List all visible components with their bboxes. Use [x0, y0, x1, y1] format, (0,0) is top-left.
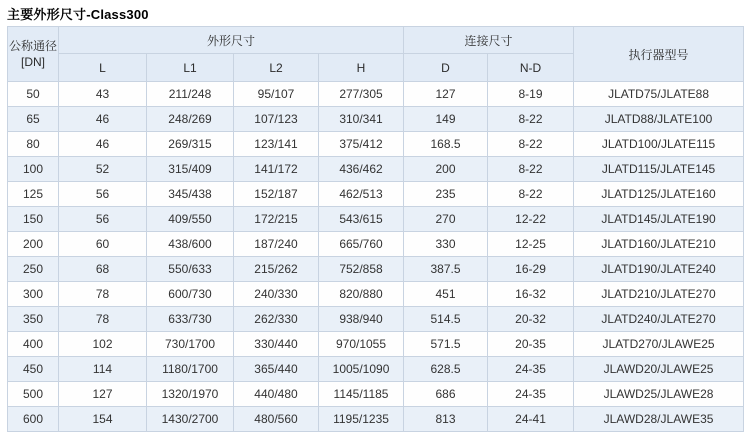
table-cell: 20-35 [488, 332, 574, 357]
table-cell: 1195/1235 [319, 407, 404, 432]
table-cell: 480/560 [234, 407, 319, 432]
table-cell: 240/330 [234, 282, 319, 307]
table-row [8, 182, 744, 207]
table-row [8, 232, 744, 257]
table-cell: JLATD160/JLATE210 [574, 232, 744, 257]
dimensions-table [7, 26, 744, 432]
table-cell: 200 [8, 232, 59, 257]
table-cell: 78 [59, 282, 147, 307]
table-cell: 571.5 [404, 332, 488, 357]
table-cell: 215/262 [234, 257, 319, 282]
table-cell: JLATD210/JLATE270 [574, 282, 744, 307]
table-row [8, 332, 744, 357]
table-cell: 24-35 [488, 357, 574, 382]
table-cell: 12-22 [488, 207, 574, 232]
table-cell: 409/550 [147, 207, 234, 232]
table-cell: 665/760 [319, 232, 404, 257]
col-header-h: H [319, 54, 404, 82]
table-row [8, 107, 744, 132]
table-cell: 345/438 [147, 182, 234, 207]
table-cell: 330/440 [234, 332, 319, 357]
table-cell: 315/409 [147, 157, 234, 182]
table-cell: 1145/1185 [319, 382, 404, 407]
table-body [8, 82, 744, 432]
table-cell: 56 [59, 182, 147, 207]
table-cell: 310/341 [319, 107, 404, 132]
table-header [8, 27, 744, 82]
table-cell: 43 [59, 82, 147, 107]
table-cell: JLATD75/JLATE88 [574, 82, 744, 107]
table-cell: 80 [8, 132, 59, 157]
table-cell: 100 [8, 157, 59, 182]
table-row [8, 207, 744, 232]
table-cell: JLATD125/JLATE160 [574, 182, 744, 207]
table-cell: 8-22 [488, 132, 574, 157]
table-cell: 387.5 [404, 257, 488, 282]
table-cell: 365/440 [234, 357, 319, 382]
table-cell: JLAWD25/JLAWE28 [574, 382, 744, 407]
table-cell: 262/330 [234, 307, 319, 332]
col-header-d: D [404, 54, 488, 82]
table-cell: 152/187 [234, 182, 319, 207]
table-cell: 628.5 [404, 357, 488, 382]
table-cell: 56 [59, 207, 147, 232]
table-cell: 633/730 [147, 307, 234, 332]
col-group-connection-dimensions: 连接尺寸 [404, 27, 574, 54]
table-cell: 400 [8, 332, 59, 357]
table-cell: 114 [59, 357, 147, 382]
table-cell: 16-29 [488, 257, 574, 282]
table-cell: 200 [404, 157, 488, 182]
table-row [8, 307, 744, 332]
table-cell: 813 [404, 407, 488, 432]
table-cell: 970/1055 [319, 332, 404, 357]
table-cell: 8-22 [488, 157, 574, 182]
table-cell: JLATD190/JLATE240 [574, 257, 744, 282]
table-cell: 938/940 [319, 307, 404, 332]
table-cell: 500 [8, 382, 59, 407]
table-cell: 277/305 [319, 82, 404, 107]
col-header-l2: L2 [234, 54, 319, 82]
col-group-outline-dimensions: 外形尺寸 [59, 27, 404, 54]
table-cell: 12-25 [488, 232, 574, 257]
table-cell: 149 [404, 107, 488, 132]
table-cell: 24-35 [488, 382, 574, 407]
table-cell: 436/462 [319, 157, 404, 182]
table-row [8, 82, 744, 107]
table-cell: 8-22 [488, 182, 574, 207]
table-cell: 1180/1700 [147, 357, 234, 382]
table-cell: JLATD270/JLAWE25 [574, 332, 744, 357]
table-cell: 154 [59, 407, 147, 432]
table-cell: 375/412 [319, 132, 404, 157]
table-cell: 172/215 [234, 207, 319, 232]
table-cell: 600/730 [147, 282, 234, 307]
table-cell: 451 [404, 282, 488, 307]
col-header-actuator-model: 执行器型号 [574, 27, 744, 82]
col-header-l: L [59, 54, 147, 82]
table-cell: 1005/1090 [319, 357, 404, 382]
table-cell: 52 [59, 157, 147, 182]
table-cell: JLATD100/JLATE115 [574, 132, 744, 157]
table-cell: 16-32 [488, 282, 574, 307]
table-cell: 248/269 [147, 107, 234, 132]
page-title: 主要外形尺寸-Class300 [7, 7, 149, 22]
table-row [8, 257, 744, 282]
table-cell: 20-32 [488, 307, 574, 332]
table-cell: 450 [8, 357, 59, 382]
table-cell: 8-19 [488, 82, 574, 107]
table-cell: 440/480 [234, 382, 319, 407]
table-cell: 543/615 [319, 207, 404, 232]
table-cell: 600 [8, 407, 59, 432]
table-cell: JLATD240/JLATE270 [574, 307, 744, 332]
table-cell: JLATD115/JLATE145 [574, 157, 744, 182]
table-cell: 730/1700 [147, 332, 234, 357]
nominal-diameter-unit: [DN] [21, 55, 45, 69]
table-row [8, 157, 744, 182]
table-cell: 46 [59, 132, 147, 157]
table-cell: 24-41 [488, 407, 574, 432]
table-cell: JLATD88/JLATE100 [574, 107, 744, 132]
table-cell: 60 [59, 232, 147, 257]
table-cell: 211/248 [147, 82, 234, 107]
col-header-l1: L1 [147, 54, 234, 82]
table-cell: 330 [404, 232, 488, 257]
table-cell: 125 [8, 182, 59, 207]
table-cell: JLAWD20/JLAWE25 [574, 357, 744, 382]
table-cell: 127 [404, 82, 488, 107]
table-cell: 820/880 [319, 282, 404, 307]
table-cell: 686 [404, 382, 488, 407]
table-cell: 150 [8, 207, 59, 232]
table-cell: 1430/2700 [147, 407, 234, 432]
table-cell: 550/633 [147, 257, 234, 282]
table-cell: 102 [59, 332, 147, 357]
table-row [8, 382, 744, 407]
table-cell: 123/141 [234, 132, 319, 157]
table-cell: 127 [59, 382, 147, 407]
group-header-row [8, 27, 744, 54]
table-cell: 250 [8, 257, 59, 282]
table-cell: 514.5 [404, 307, 488, 332]
table-row [8, 282, 744, 307]
table-cell: 68 [59, 257, 147, 282]
table-cell: 752/858 [319, 257, 404, 282]
table-cell: 95/107 [234, 82, 319, 107]
table-row [8, 407, 744, 432]
table-cell: 50 [8, 82, 59, 107]
table-cell: 438/600 [147, 232, 234, 257]
table-cell: 65 [8, 107, 59, 132]
nominal-diameter-label: 公称通径 [8, 39, 57, 53]
table-cell: 269/315 [147, 132, 234, 157]
table-cell: 1320/1970 [147, 382, 234, 407]
table-cell: 107/123 [234, 107, 319, 132]
table-cell: 300 [8, 282, 59, 307]
table-cell: 78 [59, 307, 147, 332]
table-cell: 462/513 [319, 182, 404, 207]
col-header-n-d: N-D [488, 54, 574, 82]
table-cell: JLAWD28/JLAWE35 [574, 407, 744, 432]
table-cell: 8-22 [488, 107, 574, 132]
table-cell: 141/172 [234, 157, 319, 182]
col-header-nominal-diameter [8, 27, 59, 82]
table-row [8, 132, 744, 157]
table-cell: 187/240 [234, 232, 319, 257]
table-cell: JLATD145/JLATE190 [574, 207, 744, 232]
table-cell: 270 [404, 207, 488, 232]
table-cell: 46 [59, 107, 147, 132]
table-cell: 235 [404, 182, 488, 207]
table-row [8, 357, 744, 382]
table-cell: 168.5 [404, 132, 488, 157]
table-cell: 350 [8, 307, 59, 332]
